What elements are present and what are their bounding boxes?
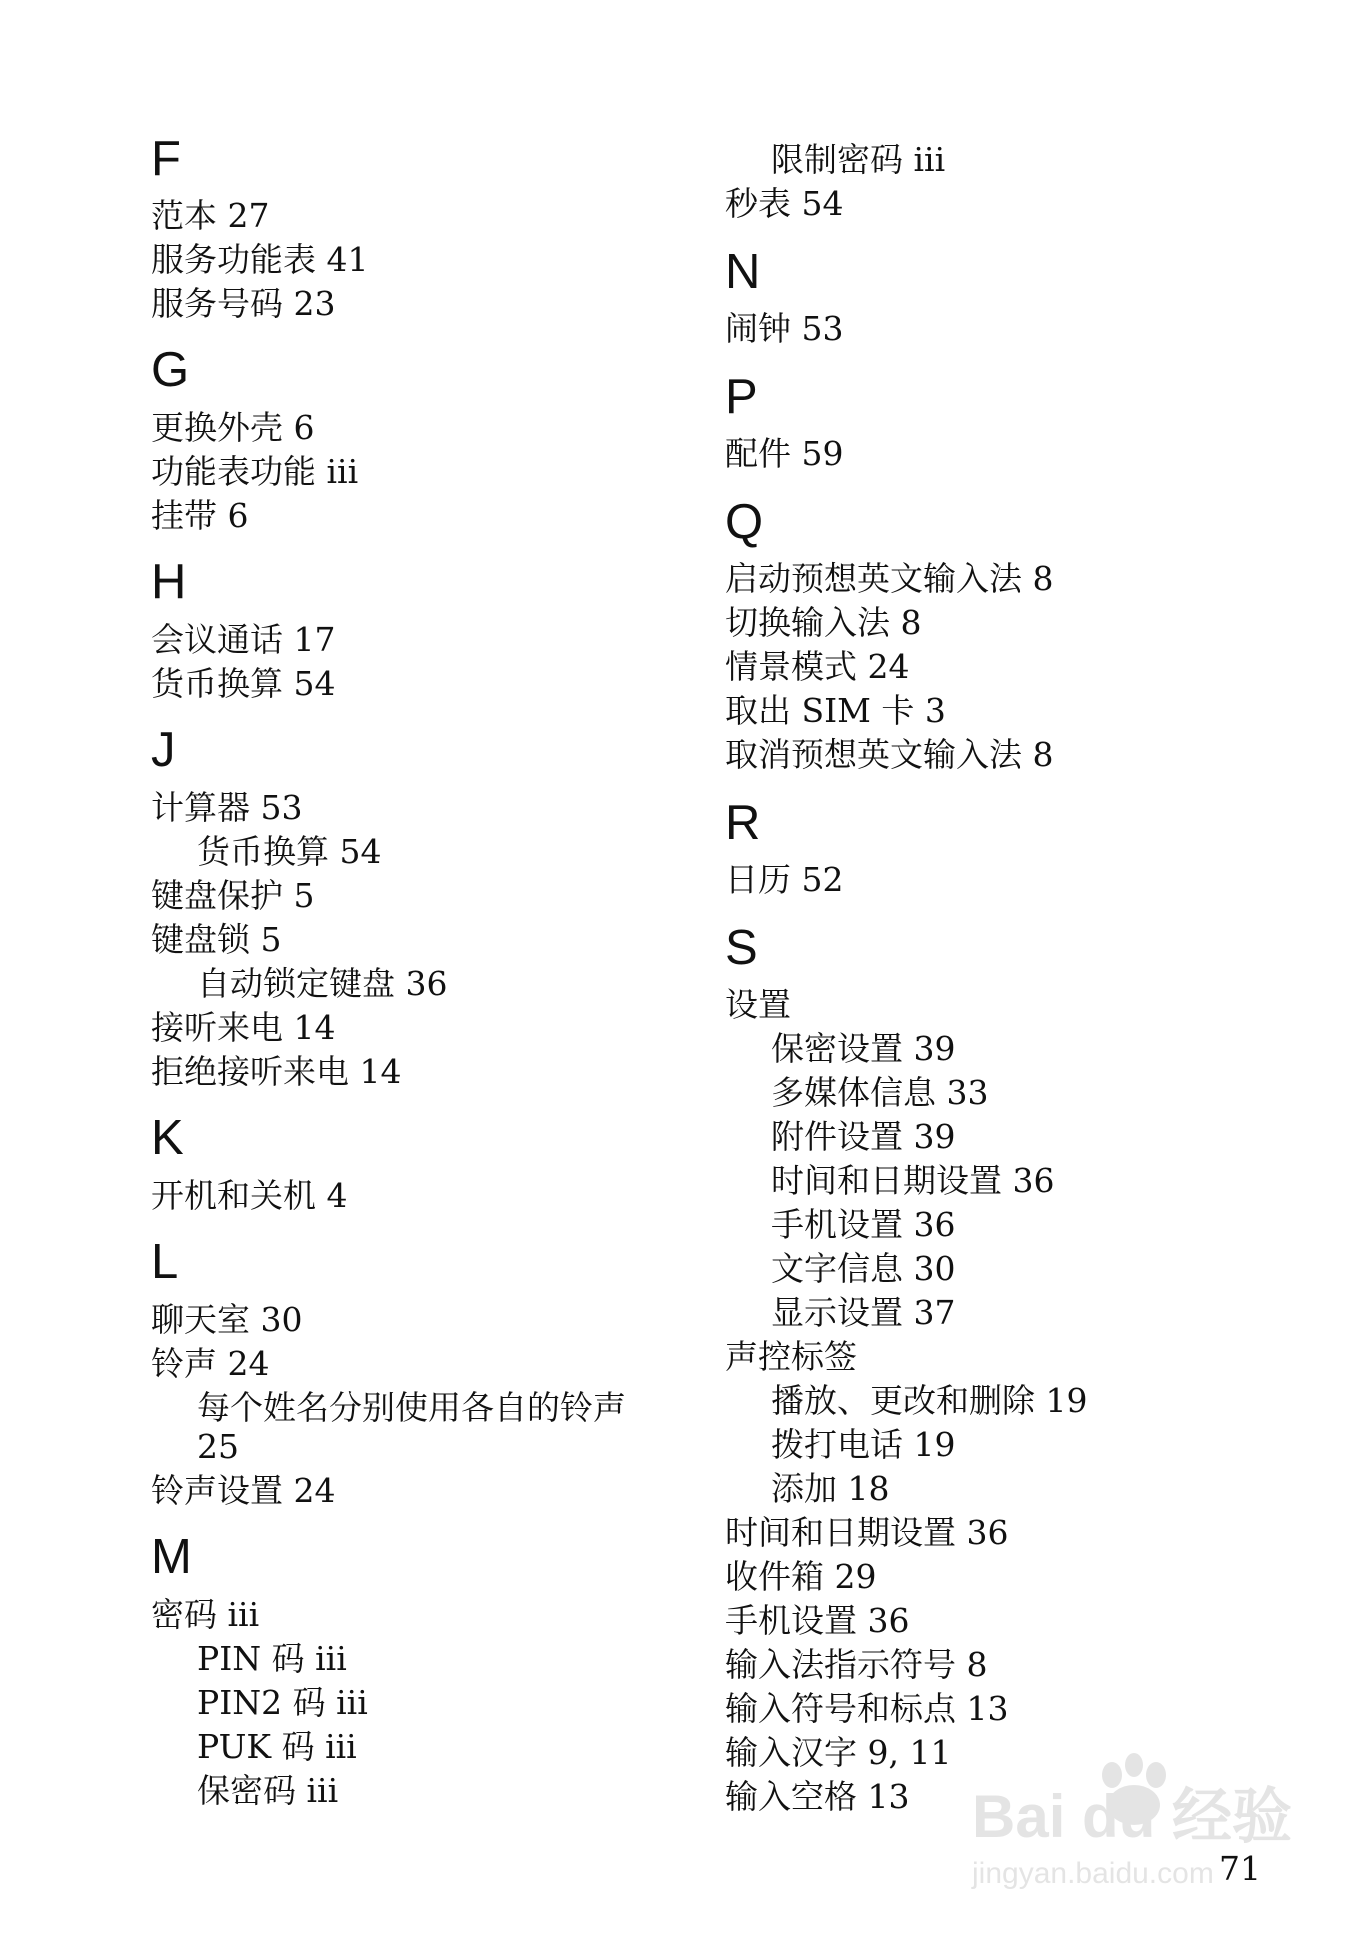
index-entry: 挂带 6 bbox=[151, 496, 249, 535]
index-entry: 取出 SIM 卡 3 bbox=[725, 691, 946, 730]
index-entry: 键盘保护 5 bbox=[151, 876, 315, 915]
index-entry: 货币换算 54 bbox=[151, 664, 336, 703]
index-entry: 聊天室 30 bbox=[151, 1300, 303, 1339]
index-entry: 情景模式 24 bbox=[725, 647, 910, 686]
index-entry: 输入汉字 9, 11 bbox=[725, 1733, 952, 1772]
index-subentry: 保密设置 39 bbox=[771, 1029, 956, 1068]
index-subentry: 显示设置 37 bbox=[771, 1293, 956, 1332]
section-letter-n: N bbox=[725, 245, 761, 299]
index-subentry: 拨打电话 19 bbox=[771, 1425, 956, 1464]
section-letter-j: J bbox=[151, 723, 176, 777]
index-subentry: 自动锁定键盘 36 bbox=[197, 964, 448, 1003]
index-entry: 输入符号和标点 13 bbox=[725, 1689, 1009, 1728]
index-entry: 输入法指示符号 8 bbox=[725, 1645, 988, 1684]
index-subentry: 货币换算 54 bbox=[197, 832, 382, 871]
watermark-url: jingyan.baidu.com bbox=[972, 1857, 1214, 1890]
index-entry: 秒表 54 bbox=[725, 184, 844, 223]
section-letter-m: M bbox=[151, 1530, 192, 1584]
index-entry: 时间和日期设置 36 bbox=[725, 1513, 1009, 1552]
section-letter-l: L bbox=[151, 1235, 179, 1289]
watermark-brand: Bai du 经验 bbox=[972, 1783, 1292, 1850]
index-entry: 闹钟 53 bbox=[725, 309, 844, 348]
index-entry: 铃声设置 24 bbox=[151, 1471, 336, 1510]
index-subentry: 播放、更改和删除 19 bbox=[771, 1381, 1088, 1420]
index-subentry: 限制密码 iii bbox=[771, 140, 946, 179]
index-entry: 服务功能表 41 bbox=[151, 240, 369, 279]
section-letter-p: P bbox=[725, 370, 758, 424]
index-entry: 键盘锁 5 bbox=[151, 920, 282, 959]
index-entry: 服务号码 23 bbox=[151, 284, 336, 323]
index-entry: 更换外壳 6 bbox=[151, 408, 315, 447]
section-letter-q: Q bbox=[725, 495, 764, 549]
index-entry: 密码 iii bbox=[151, 1595, 260, 1634]
index-entry: 声控标签 bbox=[725, 1337, 857, 1376]
section-letter-f: F bbox=[151, 132, 181, 186]
index-entry: 切换输入法 8 bbox=[725, 603, 922, 642]
index-entry: 手机设置 36 bbox=[725, 1601, 910, 1640]
index-subentry: 手机设置 36 bbox=[771, 1205, 956, 1244]
index-entry: 铃声 24 bbox=[151, 1344, 270, 1383]
page-number: 71 bbox=[1219, 1849, 1261, 1888]
index-subentry: 每个姓名分别使用各自的铃声 bbox=[197, 1388, 626, 1427]
section-letter-k: K bbox=[151, 1111, 184, 1165]
index-entry: 日历 52 bbox=[725, 860, 844, 899]
index-entry: 范本 27 bbox=[151, 196, 270, 235]
section-letter-g: G bbox=[151, 343, 190, 397]
index-subentry: 时间和日期设置 36 bbox=[771, 1161, 1055, 1200]
index-entry: 功能表功能 iii bbox=[151, 452, 359, 491]
index-subentry: PIN 码 iii bbox=[197, 1639, 347, 1678]
index-subentry-wrap: 25 bbox=[197, 1427, 239, 1466]
index-entry: 计算器 53 bbox=[151, 788, 303, 827]
index-entry: 配件 59 bbox=[725, 434, 844, 473]
section-letter-h: H bbox=[151, 555, 187, 609]
index-subentry: 保密码 iii bbox=[197, 1771, 339, 1810]
index-subentry: PIN2 码 iii bbox=[197, 1683, 368, 1722]
index-subentry: 添加 18 bbox=[771, 1469, 890, 1508]
index-subentry: PUK 码 iii bbox=[197, 1727, 357, 1766]
index-entry: 接听来电 14 bbox=[151, 1008, 336, 1047]
section-letter-r: R bbox=[725, 796, 761, 850]
index-entry: 会议通话 17 bbox=[151, 620, 336, 659]
index-entry: 设置 bbox=[725, 985, 791, 1024]
index-entry: 开机和关机 4 bbox=[151, 1176, 348, 1215]
index-subentry: 多媒体信息 33 bbox=[771, 1073, 989, 1112]
index-subentry: 附件设置 39 bbox=[771, 1117, 956, 1156]
index-entry: 拒绝接听来电 14 bbox=[151, 1052, 402, 1091]
section-letter-s: S bbox=[725, 921, 758, 975]
index-subentry: 文字信息 30 bbox=[771, 1249, 956, 1288]
index-entry: 收件箱 29 bbox=[725, 1557, 877, 1596]
index-entry: 启动预想英文输入法 8 bbox=[725, 559, 1054, 598]
index-entry: 取消预想英文输入法 8 bbox=[725, 735, 1054, 774]
index-entry: 输入空格 13 bbox=[725, 1777, 910, 1816]
